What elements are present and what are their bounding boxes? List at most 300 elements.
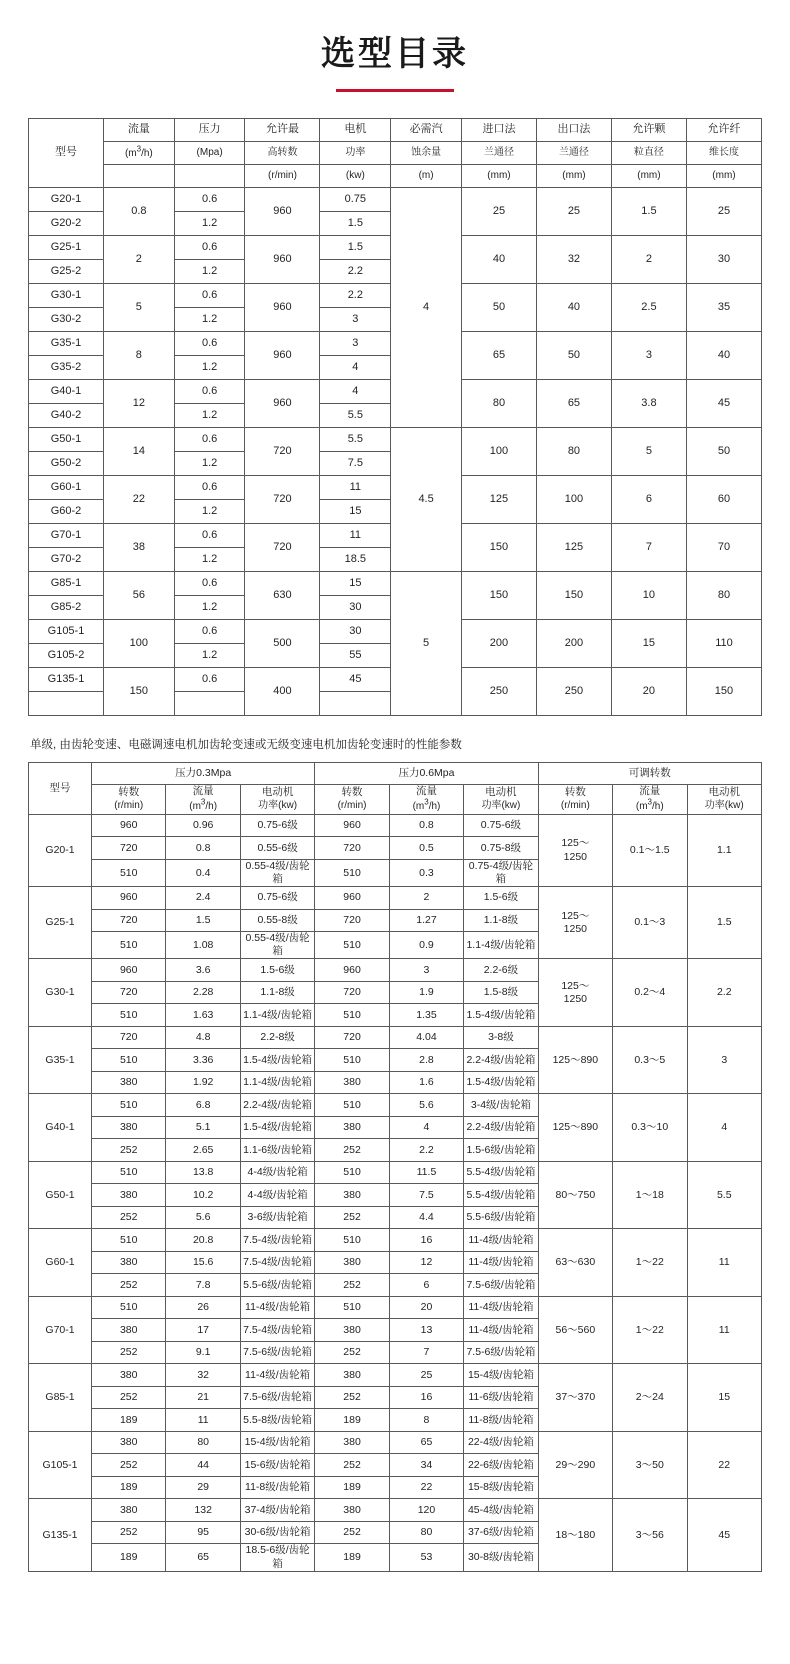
cell-value: 0.3	[389, 859, 463, 886]
cell-value: 13	[389, 1319, 463, 1342]
header-line3: (mm)	[611, 165, 686, 188]
cell-value: 30-8级/齿轮箱	[464, 1544, 538, 1571]
cell-npsh: 4.5	[391, 428, 462, 572]
cell-value: 32	[166, 1364, 240, 1387]
cell-flow: 56	[103, 572, 174, 620]
cell-outlet: 150	[536, 572, 611, 620]
cell-adj-power: 11	[687, 1229, 762, 1297]
cell-outlet: 40	[536, 284, 611, 332]
cell-value: 510	[92, 1229, 166, 1252]
cell-fiber: 80	[686, 572, 761, 620]
cell-value: 11-4级/齿轮箱	[240, 1364, 314, 1387]
table-header-row	[29, 785, 762, 815]
cell-value: 380	[315, 1319, 389, 1342]
cell-value: 720	[315, 981, 389, 1004]
cell-model: G70-1	[29, 1296, 92, 1364]
cell-value: 5.6	[166, 1206, 240, 1229]
cell-value: 720	[92, 909, 166, 932]
header-sub: 流量 $(m^3/h)$	[613, 785, 687, 815]
cell-value: 720	[315, 1026, 389, 1049]
cell-outlet: 80	[536, 428, 611, 476]
cell-value: 2.2-4级/齿轮箱	[464, 1116, 538, 1139]
header-sub: 转数 (r/min)	[315, 785, 389, 815]
cell-value: 380	[92, 1431, 166, 1454]
cell-value: 252	[92, 1139, 166, 1162]
cell-model: G105-1	[29, 1431, 92, 1499]
cell-value: 1.1-8级	[464, 909, 538, 932]
cell-value: 960	[92, 959, 166, 982]
cell-value: 252	[92, 1386, 166, 1409]
header-line1: 压力	[174, 119, 245, 142]
cell-value: 132	[166, 1499, 240, 1522]
cell-adj-power: 3	[687, 1026, 762, 1094]
cell-value: 510	[315, 1161, 389, 1184]
header-sub: 电动机 功率(kw)	[687, 785, 762, 815]
cell-model: G85-2	[29, 596, 104, 620]
cell-value: 2.2-4级/齿轮箱	[240, 1094, 314, 1117]
cell-value: 1.1-4级/齿轮箱	[240, 1004, 314, 1027]
cell-value: 720	[92, 981, 166, 1004]
cell-value: 3.6	[166, 959, 240, 982]
cell-particle: 1.5	[611, 188, 686, 236]
cell-value: 2.2-6级	[464, 959, 538, 982]
cell-value: 1.5	[166, 909, 240, 932]
cell-value: 380	[315, 1071, 389, 1094]
cell-value: 22-6级/齿轮箱	[464, 1454, 538, 1477]
page-title: 选型目录	[321, 35, 469, 73]
cell-outlet: 25	[536, 188, 611, 236]
cell-value: 380	[92, 1499, 166, 1522]
cell-rpm: 720	[245, 524, 320, 572]
table-row	[29, 188, 762, 212]
cell-value: 16	[389, 1386, 463, 1409]
cell-pressure: 1.2	[174, 596, 245, 620]
cell-value: 189	[92, 1544, 166, 1571]
cell-value: 510	[315, 932, 389, 959]
cell-inlet: 150	[461, 572, 536, 620]
cell-value: 189	[315, 1544, 389, 1571]
cell-flow: 38	[103, 524, 174, 572]
header-line2: 功率	[320, 142, 391, 165]
header-line3	[174, 165, 245, 188]
header-line1: 电机	[320, 119, 391, 142]
cell-value: 45-4级/齿轮箱	[464, 1499, 538, 1522]
header-line3: (r/min)	[245, 165, 320, 188]
cell-value: 15.6	[166, 1251, 240, 1274]
cell-flow: 22	[103, 476, 174, 524]
cell-value: 252	[315, 1139, 389, 1162]
cell-rpm: 400	[245, 668, 320, 716]
cell-power: 1.5	[320, 236, 391, 260]
header-sub: 流量 $(m^3/h)$	[166, 785, 240, 815]
cell-value: 1.1-4级/齿轮箱	[240, 1071, 314, 1094]
cell-value: 510	[92, 859, 166, 886]
cell-rpm: 960	[245, 380, 320, 428]
cell-flow: 2	[103, 236, 174, 284]
header-line2: 粒直径	[611, 142, 686, 165]
cell-value: 380	[92, 1071, 166, 1094]
cell-value: 252	[92, 1521, 166, 1544]
header-model: 型号	[29, 763, 92, 815]
cell-adj-rpm: 125～ 1250	[538, 959, 612, 1027]
cell-value: 510	[315, 859, 389, 886]
cell-value: 11	[166, 1409, 240, 1432]
cell-value: 0.96	[166, 814, 240, 837]
cell-value: 510	[315, 1296, 389, 1319]
cell-value: 510	[92, 1296, 166, 1319]
cell-pressure: 1.2	[174, 260, 245, 284]
cell-value: 0.75-6级	[240, 814, 314, 837]
header-line1: 进口法	[461, 119, 536, 142]
cell-value: 1.9	[389, 981, 463, 1004]
header-group-p03: 压力0.3Mpa	[92, 763, 315, 785]
cell-value: 20.8	[166, 1229, 240, 1252]
cell-value: 7.5-6级/齿轮箱	[464, 1341, 538, 1364]
table-header-row	[29, 165, 762, 188]
cell-value: 4-4级/齿轮箱	[240, 1161, 314, 1184]
cell-value: 2	[389, 887, 463, 910]
cell-value: 5.5-6级/齿轮箱	[464, 1206, 538, 1229]
cell-adj-flow: 0.1～1.5	[613, 814, 687, 886]
cell-particle: 20	[611, 668, 686, 716]
cell-power: 0.75	[320, 188, 391, 212]
cell-value: 1.08	[166, 932, 240, 959]
cell-rpm: 630	[245, 572, 320, 620]
page-title-wrap	[28, 0, 762, 118]
cell-fiber: 110	[686, 620, 761, 668]
table-row	[29, 572, 762, 596]
cell-value: 7.8	[166, 1274, 240, 1297]
cell-value: 7.5-4级/齿轮箱	[240, 1251, 314, 1274]
cell-particle: 15	[611, 620, 686, 668]
cell-adj-power: 5.5	[687, 1161, 762, 1229]
cell-adj-rpm: 29～290	[538, 1431, 612, 1499]
cell-value: 3-8级	[464, 1026, 538, 1049]
cell-value: 11-6级/齿轮箱	[464, 1386, 538, 1409]
cell-power	[320, 692, 391, 716]
cell-value: 7.5	[389, 1184, 463, 1207]
cell-adj-rpm: 80～750	[538, 1161, 612, 1229]
cell-model: G30-2	[29, 308, 104, 332]
cell-npsh: 5	[391, 572, 462, 716]
cell-inlet: 25	[461, 188, 536, 236]
cell-value: 12	[389, 1251, 463, 1274]
table-row	[29, 1431, 762, 1454]
cell-particle: 3.8	[611, 380, 686, 428]
cell-value: 510	[92, 1161, 166, 1184]
header-line1: 允许最	[245, 119, 320, 142]
cell-value: 3-6级/齿轮箱	[240, 1206, 314, 1229]
cell-power: 18.5	[320, 548, 391, 572]
cell-pressure: 1.2	[174, 212, 245, 236]
cell-value: 53	[389, 1544, 463, 1571]
cell-model: G50-2	[29, 452, 104, 476]
cell-value: 15-4级/齿轮箱	[240, 1431, 314, 1454]
cell-rpm: 500	[245, 620, 320, 668]
cell-power: 55	[320, 644, 391, 668]
header-line1: 流量	[103, 119, 174, 142]
cell-value: 1.6	[389, 1071, 463, 1094]
cell-outlet: 65	[536, 380, 611, 428]
cell-value: 26	[166, 1296, 240, 1319]
cell-value: 65	[389, 1431, 463, 1454]
cell-value: 189	[92, 1476, 166, 1499]
title-underline	[336, 89, 454, 92]
cell-pressure: 0.6	[174, 572, 245, 596]
cell-pressure	[174, 692, 245, 716]
header-sub: 电动机 功率(kw)	[240, 785, 314, 815]
cell-model: G50-1	[29, 428, 104, 452]
table-header-row	[29, 142, 762, 165]
cell-pressure: 1.2	[174, 548, 245, 572]
cell-value: 252	[315, 1274, 389, 1297]
cell-value: 5.6	[389, 1094, 463, 1117]
cell-adj-rpm: 37～370	[538, 1364, 612, 1432]
table-row	[29, 959, 762, 982]
cell-value: 720	[92, 1026, 166, 1049]
cell-value: 380	[92, 1364, 166, 1387]
cell-adj-flow: 3～50	[613, 1431, 687, 1499]
cell-flow: 0.8	[103, 188, 174, 236]
cell-value: 11-4级/齿轮箱	[464, 1296, 538, 1319]
cell-power: 7.5	[320, 452, 391, 476]
cell-value: 0.4	[166, 859, 240, 886]
cell-value: 1.5-8级	[464, 981, 538, 1004]
cell-model: G85-1	[29, 572, 104, 596]
header-sub: 流量 $(m^3/h)$	[389, 785, 463, 815]
cell-particle: 10	[611, 572, 686, 620]
cell-rpm: 720	[245, 476, 320, 524]
cell-adj-rpm: 56～560	[538, 1296, 612, 1364]
cell-value: 2.4	[166, 887, 240, 910]
cell-value: 189	[315, 1409, 389, 1432]
cell-model: G60-1	[29, 1229, 92, 1297]
cell-outlet: 125	[536, 524, 611, 572]
cell-rpm: 960	[245, 188, 320, 236]
cell-value: 720	[92, 837, 166, 860]
cell-value: 0.55-4级/齿轮箱	[240, 932, 314, 959]
cell-value: 6	[389, 1274, 463, 1297]
cell-pressure: 1.2	[174, 500, 245, 524]
cell-model: G135-1	[29, 668, 104, 692]
cell-value: 960	[92, 887, 166, 910]
cell-model: G40-1	[29, 380, 104, 404]
cell-rpm: 720	[245, 428, 320, 476]
cell-pressure: 1.2	[174, 404, 245, 428]
cell-value: 510	[92, 1094, 166, 1117]
header-model: 型号	[29, 119, 104, 188]
cell-power: 11	[320, 476, 391, 500]
cell-model: G105-2	[29, 644, 104, 668]
cell-adj-power: 45	[687, 1499, 762, 1571]
cell-value: 11.5	[389, 1161, 463, 1184]
header-line3: (kw)	[320, 165, 391, 188]
cell-value: 4.04	[389, 1026, 463, 1049]
cell-value: 1.5-4级/齿轮箱	[240, 1116, 314, 1139]
cell-outlet: 250	[536, 668, 611, 716]
cell-flow: 8	[103, 332, 174, 380]
cell-value: 380	[92, 1184, 166, 1207]
cell-value: 0.75-6级	[240, 887, 314, 910]
cell-inlet: 200	[461, 620, 536, 668]
cell-value: 7.5-6级/齿轮箱	[464, 1274, 538, 1297]
variable-speed-table	[28, 762, 762, 1572]
cell-value: 3.36	[166, 1049, 240, 1072]
cell-value: 0.55-6级	[240, 837, 314, 860]
cell-value: 65	[166, 1544, 240, 1571]
cell-pressure: 1.2	[174, 452, 245, 476]
cell-value: 380	[315, 1364, 389, 1387]
cell-value: 11-4级/齿轮箱	[464, 1229, 538, 1252]
cell-flow: 14	[103, 428, 174, 476]
cell-inlet: 50	[461, 284, 536, 332]
cell-pressure: 0.6	[174, 284, 245, 308]
cell-value: 21	[166, 1386, 240, 1409]
cell-value: 5.5-6级/齿轮箱	[240, 1274, 314, 1297]
cell-pressure: 1.2	[174, 308, 245, 332]
cell-value: 7.5-4级/齿轮箱	[240, 1229, 314, 1252]
cell-value: 7	[389, 1341, 463, 1364]
cell-value: 18.5-6级/齿轮箱	[240, 1544, 314, 1571]
cell-flow: 5	[103, 284, 174, 332]
cell-value: 80	[389, 1521, 463, 1544]
cell-value: 510	[315, 1229, 389, 1252]
cell-outlet: 200	[536, 620, 611, 668]
table-row	[29, 1026, 762, 1049]
cell-model: G25-1	[29, 236, 104, 260]
selection-spec-table	[28, 118, 762, 716]
cell-adj-flow: 3～56	[613, 1499, 687, 1571]
cell-power: 15	[320, 500, 391, 524]
cell-value: 8	[389, 1409, 463, 1432]
cell-value: 0.8	[166, 837, 240, 860]
cell-value: 13.8	[166, 1161, 240, 1184]
cell-value: 10.2	[166, 1184, 240, 1207]
table-row	[29, 1094, 762, 1117]
cell-value: 3	[389, 959, 463, 982]
cell-adj-rpm: 125～ 1250	[538, 814, 612, 886]
cell-value: 1.27	[389, 909, 463, 932]
cell-adj-flow: 0.3～5	[613, 1026, 687, 1094]
cell-model: G40-1	[29, 1094, 92, 1162]
cell-value: 4.8	[166, 1026, 240, 1049]
cell-inlet: 40	[461, 236, 536, 284]
header-line3: (mm)	[536, 165, 611, 188]
cell-value: 510	[92, 932, 166, 959]
cell-power: 2.2	[320, 284, 391, 308]
cell-model: G30-1	[29, 284, 104, 308]
cell-value: 510	[92, 1004, 166, 1027]
cell-value: 960	[315, 887, 389, 910]
cell-value: 960	[92, 814, 166, 837]
header-line3: (mm)	[686, 165, 761, 188]
cell-value: 1.1-6级/齿轮箱	[240, 1139, 314, 1162]
table-header-row	[29, 763, 762, 785]
cell-value: 0.75-4级/齿轮箱	[464, 859, 538, 886]
header-line2: 高转数	[245, 142, 320, 165]
cell-value: 1.1-4级/齿轮箱	[464, 932, 538, 959]
cell-particle: 5	[611, 428, 686, 476]
cell-power: 3	[320, 308, 391, 332]
cell-power: 5.5	[320, 404, 391, 428]
cell-value: 960	[315, 814, 389, 837]
cell-pressure: 0.6	[174, 524, 245, 548]
cell-value: 2.65	[166, 1139, 240, 1162]
cell-adj-power: 11	[687, 1296, 762, 1364]
cell-particle: 2	[611, 236, 686, 284]
cell-value: 0.55-8级	[240, 909, 314, 932]
cell-pressure: 0.6	[174, 332, 245, 356]
cell-particle: 7	[611, 524, 686, 572]
cell-value: 1.5-4级/齿轮箱	[240, 1049, 314, 1072]
cell-value: 11-4级/齿轮箱	[464, 1319, 538, 1342]
cell-value: 252	[92, 1341, 166, 1364]
cell-particle: 2.5	[611, 284, 686, 332]
cell-npsh: 4	[391, 188, 462, 428]
cell-fiber: 150	[686, 668, 761, 716]
cell-value: 380	[315, 1184, 389, 1207]
cell-model: G20-1	[29, 188, 104, 212]
cell-value: 380	[92, 1251, 166, 1274]
cell-adj-flow: 0.1～3	[613, 887, 687, 959]
cell-model: G85-1	[29, 1364, 92, 1432]
cell-value: 1.35	[389, 1004, 463, 1027]
cell-model	[29, 692, 104, 716]
cell-value: 5.5-8级/齿轮箱	[240, 1409, 314, 1432]
cell-value: 4.4	[389, 1206, 463, 1229]
cell-pressure: 0.6	[174, 188, 245, 212]
cell-value: 720	[315, 909, 389, 932]
table-header-row	[29, 119, 762, 142]
cell-adj-power: 1.1	[687, 814, 762, 886]
cell-value: 120	[389, 1499, 463, 1522]
cell-power: 4	[320, 356, 391, 380]
cell-fiber: 35	[686, 284, 761, 332]
cell-power: 4	[320, 380, 391, 404]
cell-value: 510	[92, 1049, 166, 1072]
cell-value: 1.63	[166, 1004, 240, 1027]
cell-adj-rpm: 18～180	[538, 1499, 612, 1571]
cell-value: 15-8级/齿轮箱	[464, 1476, 538, 1499]
cell-rpm: 960	[245, 284, 320, 332]
header-group-adj: 可调转数	[538, 763, 761, 785]
cell-value: 252	[315, 1206, 389, 1229]
cell-model: G25-1	[29, 887, 92, 959]
cell-model: G50-1	[29, 1161, 92, 1229]
cell-value: 1.5-6级	[240, 959, 314, 982]
cell-value: 252	[315, 1386, 389, 1409]
header-line3	[103, 165, 174, 188]
cell-value: 4	[389, 1116, 463, 1139]
cell-value: 15-4级/齿轮箱	[464, 1364, 538, 1387]
cell-particle: 6	[611, 476, 686, 524]
cell-value: 1.1-8级	[240, 981, 314, 1004]
cell-value: 2.2-4级/齿轮箱	[464, 1049, 538, 1072]
cell-pressure: 0.6	[174, 428, 245, 452]
cell-adj-power: 2.2	[687, 959, 762, 1027]
cell-value: 4-4级/齿轮箱	[240, 1184, 314, 1207]
cell-value: 7.5-6级/齿轮箱	[240, 1341, 314, 1364]
cell-value: 252	[92, 1206, 166, 1229]
cell-adj-rpm: 125～ 1250	[538, 887, 612, 959]
cell-value: 22	[389, 1476, 463, 1499]
header-line1: 出口法	[536, 119, 611, 142]
cell-model: G60-1	[29, 476, 104, 500]
cell-model: G20-1	[29, 814, 92, 886]
cell-value: 1.5-6级/齿轮箱	[464, 1139, 538, 1162]
header-sub: 转数 (r/min)	[538, 785, 612, 815]
cell-flow: 12	[103, 380, 174, 428]
